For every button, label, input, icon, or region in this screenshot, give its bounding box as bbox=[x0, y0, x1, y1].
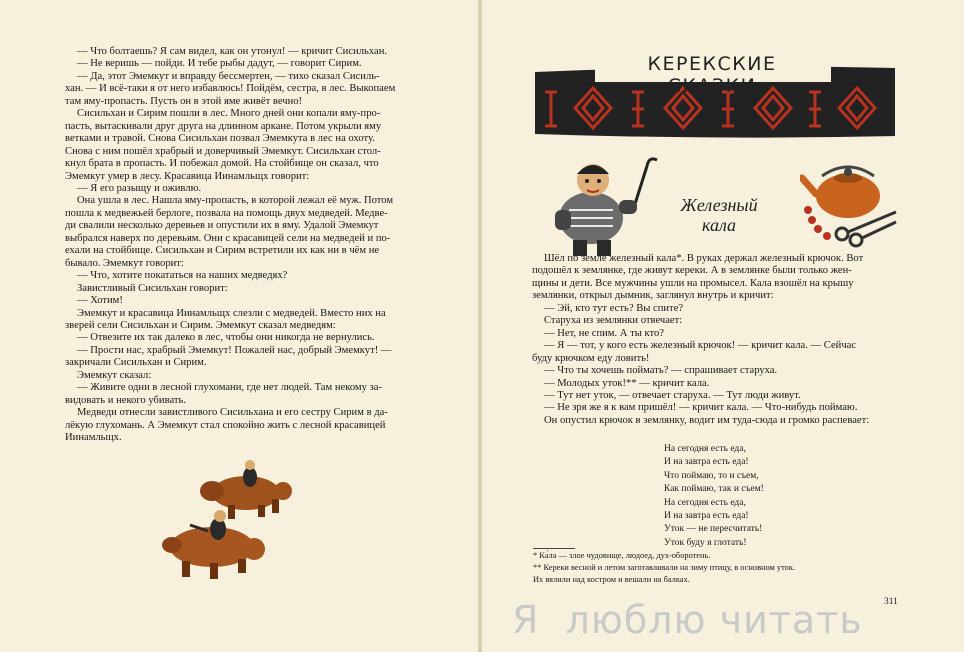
story-title bbox=[664, 195, 774, 235]
page-number: 311 bbox=[884, 597, 898, 607]
watermark: Я люблю читать bbox=[512, 598, 863, 642]
text-line: видовать и некого убивать. bbox=[65, 394, 186, 406]
story-line: Он опустил крючок в землянку, водит им туда-сюда и громко распевает: bbox=[544, 414, 870, 426]
upper-bear bbox=[200, 460, 292, 519]
text-line: пошла к медвежьей берлоге, позвала на помощь двух медведей. Медве- bbox=[65, 207, 388, 219]
verse-line: Как поймаю, так и съем! bbox=[664, 484, 764, 495]
verse-line: Что поймаю, то и съем, bbox=[664, 470, 759, 481]
verse-line: Уток буду я глотать! bbox=[664, 537, 747, 548]
story-line: — Не зря же я к вам пришёл! — кричит кала. — Что-нибудь поймаю. bbox=[544, 402, 858, 414]
text-line: Медведи отнесли завистливого Сисильхана и его сестру Сирим в да- bbox=[77, 407, 388, 419]
text-line: зверей сели Сисильхан и Сирим. Эмемкут сказал медведям: bbox=[65, 319, 336, 331]
story-text bbox=[532, 253, 902, 427]
text-line: Снова с ним пошёл храбрый и доверчивый Эмемкут. Сисильхан стол- bbox=[65, 145, 381, 157]
text-line: Сисильхан и Сирим пошли в лес. Много дней они копали яму-про- bbox=[77, 108, 381, 120]
text-line: Завистливый Сисильхан говорит: bbox=[77, 282, 228, 294]
story-line: — Тут нет уток, — отвечает старуха. — Тут люди живут. bbox=[544, 389, 801, 401]
collection-title: КЕРЕКСКИЕ СКАЗКИ bbox=[647, 53, 777, 97]
text-line: закричали Сисильхан и Сирим. bbox=[65, 357, 207, 369]
story-line: подошёл к землянке, где живут кереки. А в землянке были только жен- bbox=[532, 265, 852, 277]
footnote-line: ** Кереки весной и летом заготавливали на зиму птицу, в основном уток. bbox=[533, 563, 796, 572]
story-line: — Нет, не спим. А ты кто? bbox=[544, 327, 664, 339]
verse-line: На сегодня есть еда, bbox=[664, 497, 746, 508]
left-page-text bbox=[65, 46, 437, 445]
text-line: лёкую глухомань. А Эмемкут стал спокойно жить с лесной красавицей bbox=[65, 419, 386, 431]
text-line: — Отвезите их так далеко в лес, чтобы они никогда не вернулись. bbox=[77, 332, 375, 344]
text-line: — Живите одни в лесной глухомани, где нет людей. Там некому за- bbox=[77, 382, 382, 394]
text-line: бывало. Эмемкут говорит: bbox=[65, 257, 184, 269]
footnote-line: * Ка́ла — злое чудовище, людоед, дух-оборотень. bbox=[533, 551, 711, 560]
text-line: Она ушла в лес. Нашла яму-пропасть, в которой лежал её муж. Потом bbox=[77, 195, 394, 207]
text-line: кнул брата в пропасть. И побежал домой. На стойбище он сказал, что bbox=[65, 158, 379, 170]
text-line: хан. — И всё-таки я от него избавлюсь! Пойдём, сестра, в лес. Выкопаем bbox=[65, 83, 396, 95]
verse-line: И на завтра есть еда! bbox=[664, 457, 749, 468]
verse-line: Уток — не пересчитать! bbox=[664, 524, 763, 535]
story-line: — Что ты хочешь поймать? — спрашивает старуха. bbox=[544, 365, 778, 377]
text-line: выбрался наверх по деревьям. Они с красавицей сели на медведей и по- bbox=[65, 232, 391, 244]
story-line: Шёл по земле железный кала*. В руках держал железный крючок. Вот bbox=[544, 253, 864, 264]
text-line: ди свалили несколько деревьев и опустили их в яму. Удалой Эмемкут bbox=[65, 220, 379, 232]
story-line: буду крючком еду ловить! bbox=[532, 352, 650, 364]
text-line: — Да, этот Эмемкут и вправду бессмертен, — тихо сказал Сисиль- bbox=[77, 70, 380, 82]
footnote-rule bbox=[533, 548, 575, 549]
story-title-line2: кала bbox=[701, 215, 737, 235]
story-title-line1: Железный bbox=[680, 195, 758, 215]
story-line: щины и дети. Все мужчины ушли на промысел. Кала взошёл на крышу bbox=[532, 277, 854, 289]
kala-monster-illustration bbox=[535, 148, 660, 258]
text-line: Эмемкут умер в лесу. Красавица Иинамльщх говорит: bbox=[65, 170, 310, 182]
footnote-line: Их вялили над костром и вешали на балках. bbox=[533, 575, 690, 584]
kettle-and-scissors-illustration bbox=[800, 148, 900, 248]
text-line: — Не веришь — пойди. И тебе рыбы дадут, — говорит Сирим. bbox=[77, 58, 362, 70]
text-line: — Что, хотите покататься на наших медведях? bbox=[77, 270, 288, 282]
story-line: землянки, открыл дымник, заглянул внутрь и кричит: bbox=[532, 290, 774, 302]
text-line: Эмемкут и красавица Иинамльщх слезли с медведей. Вместо них на bbox=[77, 307, 386, 319]
footnotes bbox=[533, 550, 795, 586]
text-line: пасть, вытаскивали друг друга на длинном аркане. Потом укрыли яму bbox=[65, 120, 382, 132]
verse-line: На сегодня есть еда, bbox=[664, 444, 746, 454]
story-line: — Эй, кто тут есть? Вы спите? bbox=[544, 302, 684, 314]
text-line: — Хотим! bbox=[77, 295, 123, 307]
text-line: — Я его разыщу и оживлю. bbox=[77, 182, 202, 194]
text-line: ехали на стойбище. Сисильхан и Сирим встретили их как ни в чём не bbox=[65, 245, 380, 257]
text-line: — Прости нас, храбрый Эмемкут! Пожалей нас, добрый Эмемкут! — bbox=[77, 344, 392, 356]
text-line: Эмемкут сказал: bbox=[77, 369, 152, 381]
song-verse bbox=[664, 443, 764, 550]
story-line: Старуха из землянки отвечает: bbox=[544, 315, 683, 327]
story-line: — Я — тот, у кого есть железный крючок! — кричит кала. — Сейчас bbox=[544, 340, 857, 352]
bears-riding-illustration bbox=[150, 455, 310, 585]
verse-line: И на завтра есть еда! bbox=[664, 511, 749, 522]
text-line: — Что болтаешь? Я сам видел, как он утонул! — кричит Сисильхан. bbox=[77, 46, 388, 57]
story-line: — Молодых уток!** — кричит кала. bbox=[544, 377, 710, 389]
text-line: ветками и травой. Снова Сисильхан позвал Эмемкута в лес на охоту. bbox=[65, 133, 375, 145]
lower-bear bbox=[162, 510, 265, 579]
text-line: там яму-пропасть. Пусть он в этой яме живёт вечно! bbox=[65, 95, 303, 107]
text-line: Иинамльщх. bbox=[65, 432, 122, 444]
